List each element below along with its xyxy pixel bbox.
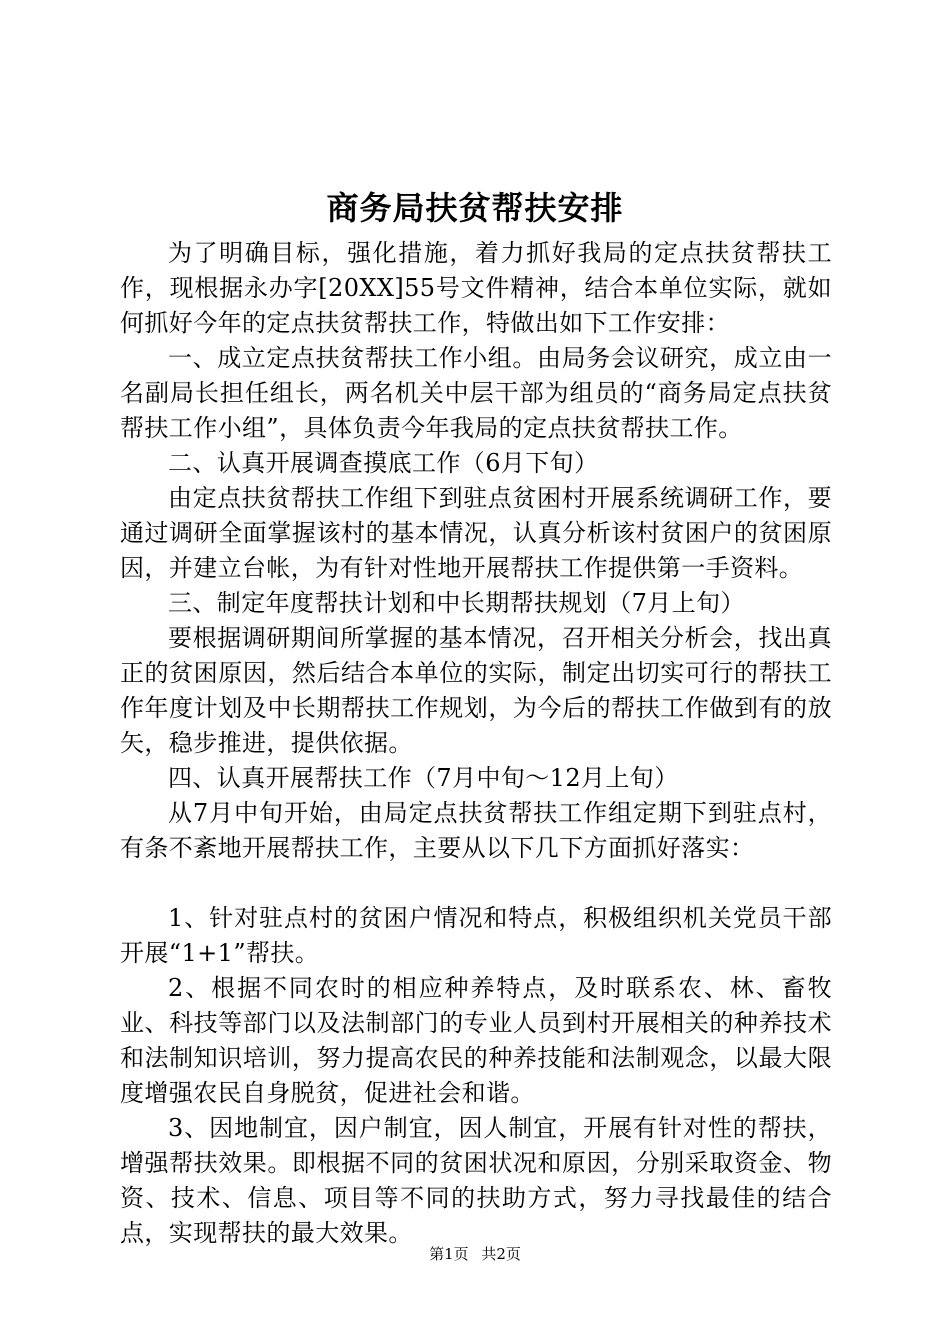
section-2-paragraph: 由定点扶贫帮扶工作组下到驻点贫困村开展系统调研工作，要通过调研全面掌握该村的基本情况，认真分析该村贫困户的贫困原因，并建立台帐，为有针对性地开展帮扶工作提供第一手资料。 xyxy=(120,484,832,582)
list-item-2: 2、根据不同农时的相应种养特点，及时联系农、林、畜牧业、科技等部门以及法制部门的专业人员到村开展相关的种养技术和法制知识培训，努力提高农民的种养技能和法制观念，以最大限度增强农民自身脱贫，促进社会和谐。 xyxy=(120,974,832,1107)
section-4-paragraph: 从7月中旬开始，由局定点扶贫帮扶工作组定期下到驻点村，有条不紊地开展帮扶工作，主要从以下几下方面抓好落实： xyxy=(120,799,832,862)
document-title: 商务局扶贫帮扶安排 xyxy=(326,189,624,227)
page-footer xyxy=(0,1244,950,1264)
section-3-paragraph: 要根据调研期间所掌握的基本情况，召开相关分析会，找出真正的贫困原因，然后结合本单位的实际，制定出切实可行的帮扶工作年度计划及中长期帮扶工作规划，为今后的帮扶工作做到有的放矢，稳步推进，提供依据。 xyxy=(120,624,832,757)
intro-paragraph: 为了明确目标，强化措施，着力抓好我局的定点扶贫帮扶工作，现根据永办字[20XX]55号文件精神，结合本单位实际，就如何抓好今年的定点扶贫帮扶工作，特做出如下工作安排： xyxy=(120,239,832,337)
section-1-paragraph: 一、成立定点扶贫帮扶工作小组。由局务会议研究，成立由一名副局长担任组长，两名机关中层干部为组员的“商务局定点扶贫帮扶工作小组”，具体负责今年我局的定点扶贫帮扶工作。 xyxy=(120,344,832,442)
document-body xyxy=(120,236,832,1251)
section-4-heading: 四、认真开展帮扶工作（7月中旬～12月上旬） xyxy=(168,764,679,792)
list-item-1: 1、针对驻点村的贫困户情况和特点，积极组织机关党员干部开展“1+1”帮扶。 xyxy=(120,904,832,967)
page-number: 第1页 xyxy=(429,1245,469,1263)
paragraph-gap xyxy=(120,866,832,901)
section-2-heading: 二、认真开展调查摸底工作（6月下旬） xyxy=(168,449,599,477)
list-item-3: 3、因地制宜，因户制宜，因人制宜，开展有针对性的帮扶，增强帮扶效果。即根据不同的贫困状况和原因，分别采取资金、物资、技术、信息、项目等不同的扶助方式，努力寻找最佳的结合点，实现帮扶的最大效果。 xyxy=(120,1114,832,1247)
page-total: 共2页 xyxy=(481,1245,521,1263)
section-3-heading: 三、制定年度帮扶计划和中长期帮扶规划（7月上旬） xyxy=(168,589,745,617)
